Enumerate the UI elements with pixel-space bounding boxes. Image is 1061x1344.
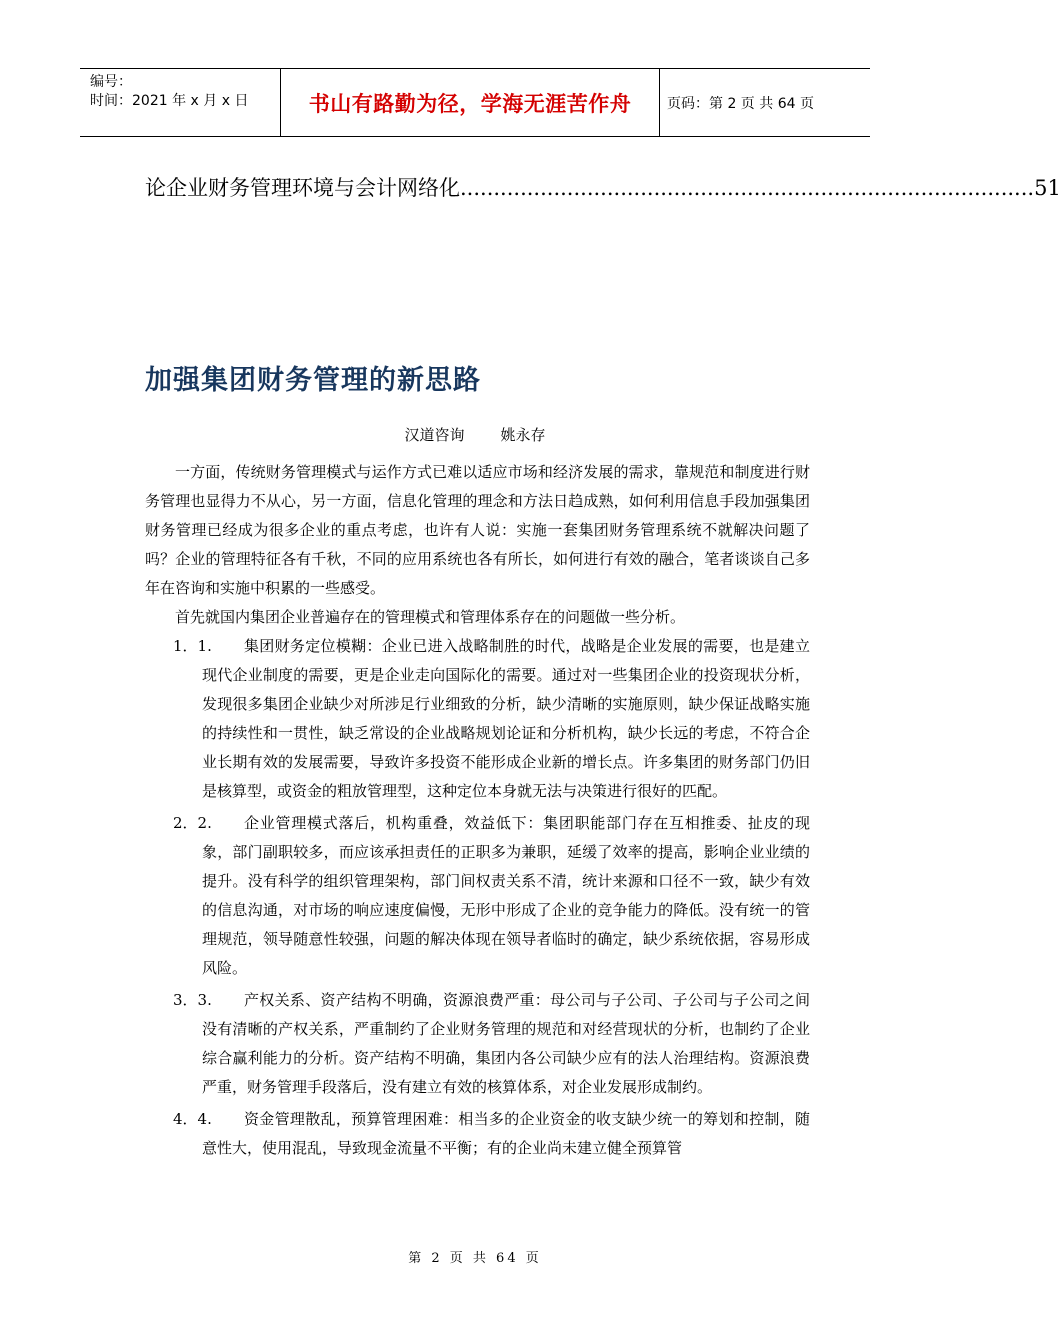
article-body [145, 458, 810, 1166]
list-item-text: 企业管理模式落后，机构重叠，效益低下：集团职能部门存在互相推委、扯皮的现象，部门副职较多，而应该承担责任的正职多为兼职，延缓了效率的提高，影响企业业绩的提升。没有科学的组织管理架构，部门间权责关系不清，统计来源和口径不一致，缺少有效的信息沟通，对市场的响应速度偏慢，无形中形成了企业的竞争能力的降低。没有统一的管理规范，领导随意性较强，问题的解决体现在领导者临时的确定，缺少系统依据，容易形成风险。 [202, 814, 810, 977]
toc-leader-dots: ...................................................................................... [460, 176, 1035, 200]
byline-org: 汉道咨询 [404, 426, 465, 444]
list-item-text: 产权关系、资产结构不明确，资源浪费严重：母公司与子公司、子公司与子公司之间没有清晰的产权关系，严重制约了企业财务管理的规范和对经营现状的分析，也制约了企业综合赢利能力的分析。资产结构不明确，集团内各公司缺少应有的法人治理结构。资源浪费严重，财务管理手段落后，没有建立有效的核算体系，对企业发展形成制约。 [202, 991, 810, 1096]
header-meta [80, 69, 280, 136]
list-item [145, 1105, 810, 1163]
page-header [80, 68, 870, 137]
list-item-number: 1．1. [173, 637, 212, 655]
byline-author: 姚永存 [500, 426, 546, 444]
toc-page-number: 51 [1034, 176, 1061, 200]
list-item-number: 3．3. [173, 991, 212, 1009]
paragraph-analysis-lead: 首先就国内集团企业普遍存在的管理模式和管理体系存在的问题做一些分析。 [175, 608, 686, 626]
byline [0, 424, 950, 445]
paragraph-intro: 一方面，传统财务管理模式与运作方式已难以适应市场和经济发展的需求，靠规范和制度进行财务管理也显得力不从心，另一方面，信息化管理的理念和方法日趋成熟，如何利用信息手段加强集团财务管理已经成为很多企业的重点考虑，也许有人说：实施一套集团财务管理系统不就解决问题了吗？企业的管理特征各有千秋，不同的应用系统也各有所长，如何进行有效的融合，笔者谈谈自己多年在咨询和实施中积累的一些感受。 [145, 463, 810, 597]
list-item-text: 资金管理散乱，预算管理困难：相当多的企业资金的收支缺少统一的筹划和控制，随意性大，使用混乱，导致现金流量不平衡；有的企业尚未建立健全预算管 [202, 1110, 810, 1157]
header-page-info: 页码：第 2 页 共 64 页 [667, 95, 814, 112]
page-footer: 第 2 页 共 64 页 [408, 1251, 542, 1266]
list-item-number: 4．4. [173, 1110, 212, 1128]
article-title: 加强集团财务管理的新思路 [145, 365, 481, 396]
toc-entry-title: 论企业财务管理环境与会计网络化 [145, 176, 460, 200]
list-item-text: 集团财务定位模糊：企业已进入战略制胜的时代，战略是企业发展的需要，也是建立现代企业制度的需要，更是企业走向国际化的需要。通过对一些集团企业的投资现状分析，发现很多集团企业缺少对所涉足行业细致的分析，缺少清晰的实施原则，缺少保证战略实施的持续性和一贯性，缺乏常设的企业战略规划论证和分析机构，缺少长远的考虑，不符合企业长期有效的发展需要，导致许多投资不能形成企业新的增长点。许多集团的财务部门仍旧是核算型，或资金的粗放管理型，这种定位本身就无法与决策进行很好的匹配。 [202, 637, 810, 800]
list-item [145, 986, 810, 1102]
number-label: 编号： [90, 74, 132, 90]
toc-entry[interactable] [145, 172, 1061, 202]
list-item [145, 632, 810, 806]
time-label: 时间：2021 年 x 月 x 日 [90, 93, 249, 109]
list-item-number: 2．2. [173, 814, 212, 832]
list-item [145, 809, 810, 983]
header-motto: 书山有路勤为径，学海无涯苦作舟 [280, 69, 660, 136]
